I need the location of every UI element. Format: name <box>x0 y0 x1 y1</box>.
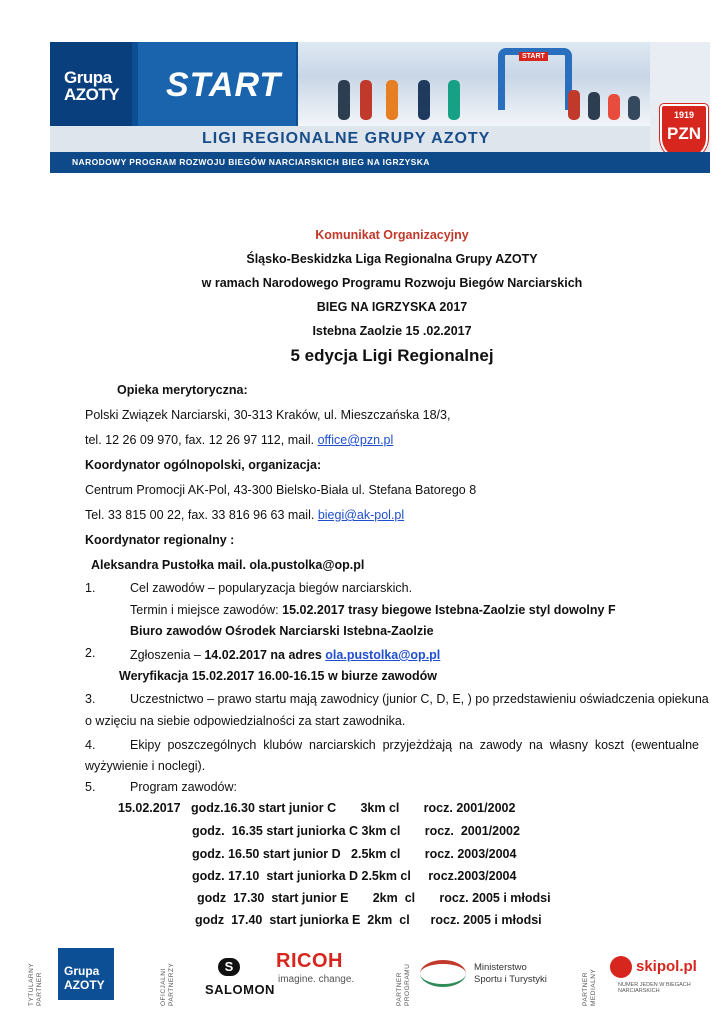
partner-programu-label: PARTNER PROGRAMU <box>396 963 411 1006</box>
skier <box>608 94 620 120</box>
doc-title: Komunikat Organizacyjny <box>315 228 469 242</box>
pzn-mail-link[interactable]: office@pzn.pl <box>317 433 394 447</box>
koordynator-label: Koordynator ogólnopolski, organizacja: <box>85 458 322 472</box>
edition-heading: 5 edycja Ligi Regionalnej <box>290 346 494 365</box>
league-title: LIGI REGIONALNE GRUPY AZOTY <box>202 130 491 147</box>
skier <box>418 80 430 120</box>
partners-footer <box>0 940 724 1024</box>
skipol-tagline: NUMER JEDEN W BIEGACH NARCIARSKICH <box>618 982 691 994</box>
akpol-contact <box>85 508 404 522</box>
azoty-logo-line1: Grupa <box>64 68 112 87</box>
grupa-azoty-logo <box>50 42 132 126</box>
akpol-phone-fax: Tel. 33 815 00 22, fax. 33 816 96 63 mail. <box>85 508 318 522</box>
pzn-address: Polski Związek Narciarski, 30-313 Kraków, ul. Mieszczańska 18/3, <box>85 408 451 422</box>
oficjalni-partnerzy-label: OFICJALNI PARTNERZY <box>160 962 175 1006</box>
point-1-number: 1. <box>85 581 96 595</box>
zgloszenia-mail-link[interactable]: ola.pustolka@op.pl <box>325 648 441 662</box>
program-band <box>50 152 710 173</box>
point-4-line2: wyżywienie i noclegi). <box>85 759 206 773</box>
salomon-icon: S <box>218 958 240 976</box>
event-place-date: Istebna Zaolzie 15 .02.2017 <box>312 324 472 338</box>
point-5-text: Program zawodów: <box>130 780 237 794</box>
footer-azoty-logo <box>58 948 114 1000</box>
akpol-mail-link[interactable]: biegi@ak-pol.pl <box>317 508 405 522</box>
schedule-row: godz 17.30 start junior E 2km cl rocz. 2005 i młodsi <box>197 891 551 905</box>
skier <box>360 80 372 120</box>
footer-azoty-line1: Grupa <box>64 964 100 978</box>
schedule-row: godz. 16.50 start junior D 2.5km cl rocz. 2003/2004 <box>192 847 517 861</box>
ricoh-tagline: imagine. change. <box>278 974 355 985</box>
termin-value: 15.02.2017 trasy biegowe Istebna-Zaolzie styl dowolny F <box>282 603 616 617</box>
pzn-text: PZN <box>667 124 701 143</box>
skier <box>448 80 460 120</box>
ministerstwo-line2: Sportu i Turystyki <box>474 974 547 985</box>
league-name: Śląsko-Beskidzka Liga Regionalna Grupy AZOTY <box>246 252 538 266</box>
point-3-line2: o wzięciu na siebie odpowiedzialności za start zawodnika. <box>85 714 406 728</box>
header-top-band <box>50 42 710 126</box>
point-3-number: 3. <box>85 692 96 706</box>
program-line: NARODOWY PROGRAM ROZWOJU BIEGÓW NARCIARSKICH BIEG NA IGRZYSKA <box>72 157 430 167</box>
koord-regional-label: Koordynator regionalny : <box>85 533 235 547</box>
point-3-line1: Uczestnictwo – prawo startu mają zawodnicy (junior C, D, E, ) po przedstawieniu oświadczenia opiekuna <box>130 692 709 706</box>
start-arch-label: START <box>519 52 548 61</box>
start-arch <box>498 48 572 110</box>
skier <box>628 96 640 120</box>
header-banner <box>50 42 710 173</box>
skier <box>338 80 350 120</box>
point-1-biuro: Biuro zawodów Ośrodek Narciarski Istebna-Zaolzie <box>130 624 434 638</box>
skier <box>386 80 398 120</box>
skipol-icon <box>610 956 632 978</box>
skipol-name: skipol.pl <box>636 958 697 975</box>
akpol-address: Centrum Promocji AK-Pol, 43-300 Bielsko-Biała ul. Stefana Batorego 8 <box>85 483 477 497</box>
zgloszenia-date: 14.02.2017 na adres <box>204 648 326 662</box>
program-name-text: w ramach Narodowego Programu Rozwoju Biegów Narciarskich <box>201 276 583 290</box>
program-name <box>85 276 699 290</box>
salomon-logo: SALOMON <box>205 982 275 997</box>
league-title-band <box>50 126 650 152</box>
ricoh-logo: RICOH <box>276 950 343 972</box>
start-logo-text: START <box>166 66 282 104</box>
termin-label: Termin i miejsce zawodów: <box>130 603 283 617</box>
pzn-contact <box>85 433 393 447</box>
koord-regional: Aleksandra Pustołka mail. ola.pustolka@op.pl <box>91 558 365 572</box>
opieka-label: Opieka merytoryczna: <box>117 383 248 397</box>
skiers-photo <box>298 42 650 126</box>
point-4-number: 4. <box>85 738 96 752</box>
event-name: BIEG NA IGRZYSKA 2017 <box>316 300 468 314</box>
zgloszenia-label: Zgłoszenia – <box>130 648 205 662</box>
partner-medialny-label: PARTNER MEDIALNY <box>582 968 597 1006</box>
pzn-year: 1919 <box>673 110 695 120</box>
footer-azoty-line2: AZOTY <box>64 978 105 992</box>
azoty-logo-line2: AZOTY <box>64 85 120 104</box>
ministerstwo-icon <box>420 960 466 987</box>
schedule-row: 15.02.2017 godz.16.30 start junior C 3km cl rocz. 2001/2002 <box>118 801 516 815</box>
point-2-text <box>130 648 440 662</box>
start-logo <box>138 42 296 126</box>
schedule-row: godz 17.40 start juniorka E 2km cl rocz. 2005 i młodsi <box>195 913 542 927</box>
pzn-phone-fax: tel. 12 26 09 970, fax. 12 26 97 112, mail. <box>85 433 318 447</box>
skier <box>568 90 580 120</box>
point-4-line1: Ekipy poszczególnych klubów narciarskich przyjeżdżają na zawody na własny koszt (ewentualne <box>130 738 699 752</box>
point-2-number: 2. <box>85 646 96 660</box>
point-5-number: 5. <box>85 780 96 794</box>
weryfikacja: Weryfikacja 15.02.2017 16.00-16.15 w biurze zawodów <box>119 669 437 683</box>
ministerstwo-line1: Ministerstwo <box>474 962 527 973</box>
skier <box>588 92 600 120</box>
ministerstwo-logo <box>420 954 580 990</box>
point-1-termin <box>130 603 616 617</box>
schedule-row: godz. 16.35 start juniorka C 3km cl rocz. 2001/2002 <box>192 824 520 838</box>
schedule-row: godz. 17.10 start juniorka D 2.5km cl rocz.2003/2004 <box>192 869 517 883</box>
tytularny-partner-label: TYTULARNY PARTNER <box>28 962 43 1006</box>
point-1-text: Cel zawodów – popularyzacja biegów narciarskich. <box>130 581 413 595</box>
